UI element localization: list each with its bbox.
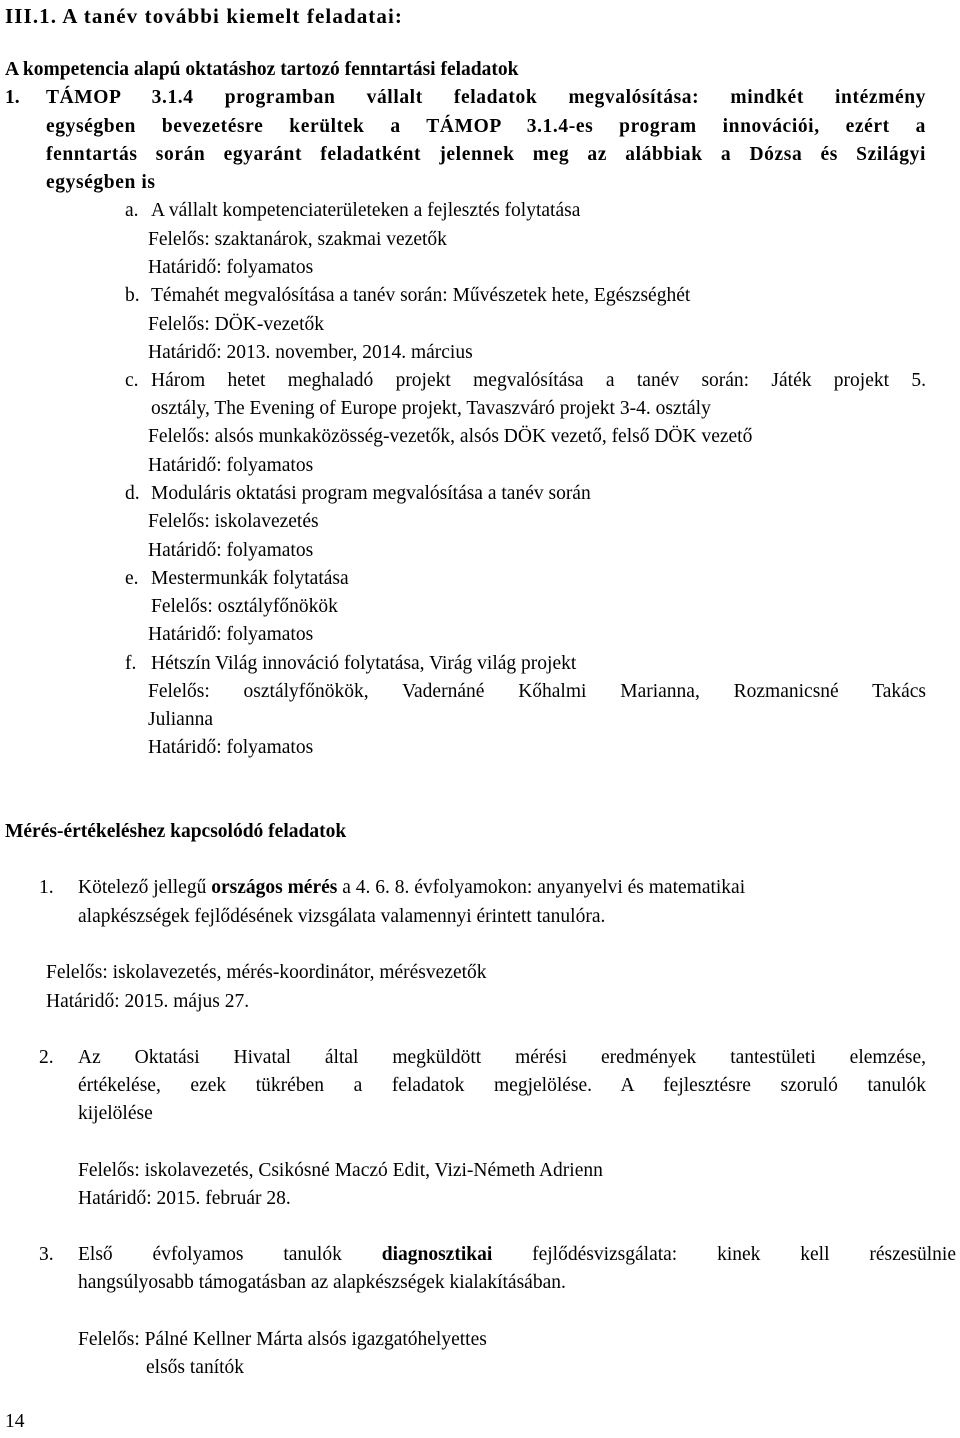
subtitle: A kompetencia alapú oktatáshoz tartozó fenntartási feladatok — [5, 59, 519, 80]
subitem-hatarido: Határidő: folyamatos — [148, 257, 314, 278]
subitem-hatarido: Határidő: folyamatos — [148, 737, 314, 758]
meres-line: Első évfolyamos tanulók diagnosztikai fejlődésvizsgálata: kinek kell részesülnie — [78, 1244, 956, 1265]
subitem-letter: c. — [125, 370, 139, 391]
meres-number: 3. — [39, 1244, 54, 1265]
meres-felelos: Felelős: iskolavezetés, mérés-koordinátor, mérésvezetők — [46, 962, 487, 983]
meres-line: alapkészségek fejlődésének vizsgálata valamennyi érintett tanulóra. — [78, 906, 606, 927]
meres-felelos: elsős tanítók — [146, 1357, 245, 1378]
subitem-title: Hétszín Világ innováció folytatása, Virág világ projekt — [151, 653, 577, 674]
subitem-title: A vállalt kompetenciaterületeken a fejlesztés folytatása — [151, 200, 581, 221]
meres-felelos: Felelős: iskolavezetés, Csikósné Maczó Edit, Vizi-Németh Adrienn — [78, 1160, 603, 1181]
subitem-hatarido: Határidő: folyamatos — [148, 455, 314, 476]
subitem-title: Három hetet meghaladó projekt megvalósítása a tanév során: Játék projekt 5. — [151, 370, 926, 391]
item-number: 1. — [5, 87, 20, 108]
meres-line: Az Oktatási Hivatal által megküldött mérési eredmények tantestületi elemzése, — [78, 1047, 926, 1068]
section-title: III.1. A tanév további kiemelt feladatai: — [5, 4, 404, 28]
subitem-felelos: Julianna — [148, 709, 213, 730]
subitem-letter: f. — [125, 653, 137, 674]
subitem-letter: e. — [125, 568, 139, 589]
meres-felelos: Felelős: Pálné Kellner Márta alsós igazgatóhelyettes — [78, 1329, 487, 1350]
item-line: fenntartás során egyaránt feladatként jelennek meg az alábbiak a Dózsa és Szilágyi — [46, 144, 926, 165]
subitem-title: Mestermunkák folytatása — [151, 568, 349, 589]
page-number: 14 — [5, 1411, 25, 1432]
meres-line: kijelölése — [78, 1103, 153, 1124]
subitem-felelos: Felelős: iskolavezetés — [148, 511, 319, 532]
item-line: TÁMOP 3.1.4 programban vállalt feladatok megvalósítása: mindkét intézmény — [46, 87, 926, 108]
subitem-felelos: Felelős: szaktanárok, szakmai vezetők — [148, 229, 447, 250]
meres-number: 2. — [39, 1047, 54, 1068]
meres-hatarido: Határidő: 2015. február 28. — [78, 1188, 291, 1209]
subitem-felelos: Felelős: osztályfőnökök, Vadernáné Kőhalmi Marianna, Rozmanicsné Takács — [148, 681, 926, 702]
subitem-title: osztály, The Evening of Europe projekt, Tavaszváró projekt 3-4. osztály — [151, 398, 711, 419]
item-line: egységben bevezetésre kerültek a TÁMOP 3.1.4-es program innovációi, ezért a — [46, 116, 926, 137]
subitem-letter: a. — [125, 200, 139, 221]
meres-number: 1. — [39, 877, 54, 898]
subitem-letter: d. — [125, 483, 140, 504]
meres-line: Kötelező jellegű országos mérés a 4. 6. 8. évfolyamokon: anyanyelvi és matematikai — [78, 877, 746, 898]
subitem-felelos: Felelős: osztályfőnökök — [151, 596, 338, 617]
subitem-hatarido: Határidő: 2013. november, 2014. március — [148, 342, 473, 363]
subitem-hatarido: Határidő: folyamatos — [148, 540, 314, 561]
subitem-title: Témahét megvalósítása a tanév során: Művészetek hete, Egészséghét — [151, 285, 691, 306]
meres-line: hangsúlyosabb támogatásban az alapkészségek kialakításában. — [78, 1272, 566, 1293]
subitem-letter: b. — [125, 285, 140, 306]
subitem-felelos: Felelős: DÖK-vezetők — [148, 314, 324, 335]
subitem-title: Moduláris oktatási program megvalósítása a tanév során — [151, 483, 591, 504]
meres-heading: Mérés-értékeléshez kapcsolódó feladatok — [5, 821, 347, 842]
item-line: egységben is — [46, 172, 156, 193]
subitem-felelos: Felelős: alsós munkaközösség-vezetők, alsós DÖK vezető, felső DÖK vezető — [148, 426, 753, 447]
meres-hatarido: Határidő: 2015. május 27. — [46, 991, 250, 1012]
subitem-hatarido: Határidő: folyamatos — [148, 624, 314, 645]
meres-line: értékelése, ezek tükrében a feladatok megjelölése. A fejlesztésre szoruló tanulók — [78, 1075, 926, 1096]
